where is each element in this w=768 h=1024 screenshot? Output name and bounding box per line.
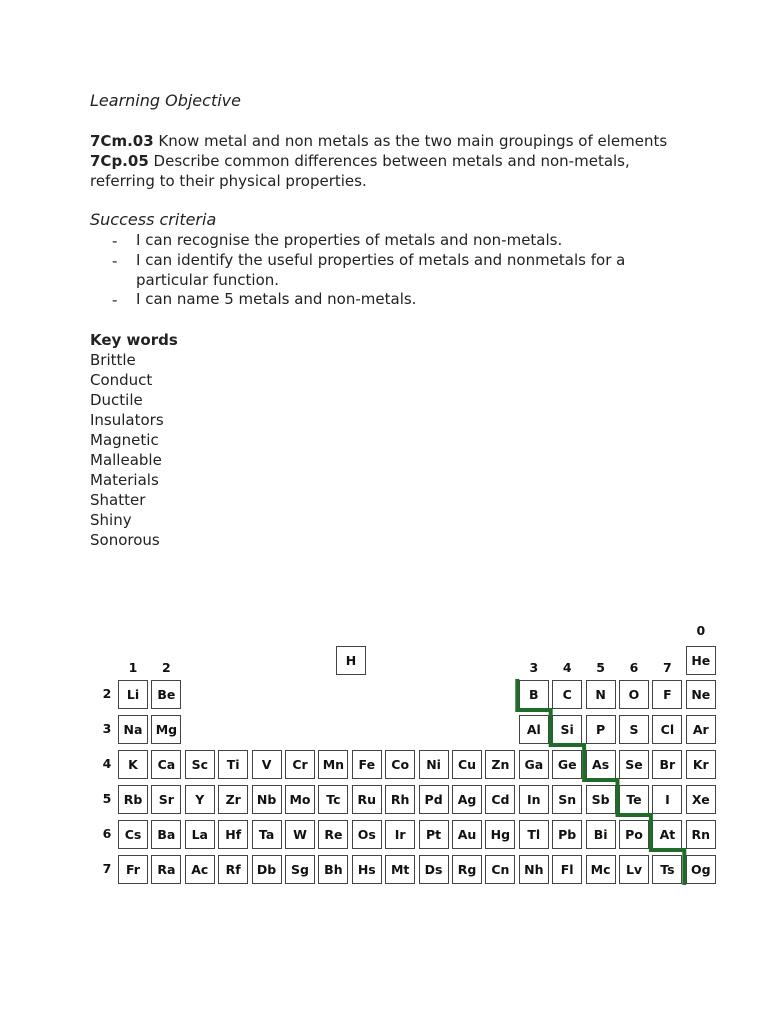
element-w: W — [285, 820, 315, 849]
element-co: Co — [385, 750, 415, 779]
element-pd: Pd — [419, 785, 449, 814]
element-rn: Rn — [686, 820, 716, 849]
criteria-item: I can recognise the properties of metals and non-metals. — [136, 231, 563, 249]
period-label: 2 — [102, 686, 112, 701]
element-s: S — [619, 715, 649, 744]
element-ts: Ts — [652, 855, 682, 884]
element-pt: Pt — [419, 820, 449, 849]
element-h: H — [336, 646, 366, 675]
element-sb: Sb — [586, 785, 616, 814]
keyword-item: Ductile — [90, 391, 143, 409]
element-po: Po — [619, 820, 649, 849]
element-cr: Cr — [285, 750, 315, 779]
element-ba: Ba — [151, 820, 181, 849]
element-sg: Sg — [285, 855, 315, 884]
element-ni: Ni — [419, 750, 449, 779]
element-fl: Fl — [552, 855, 582, 884]
element-al: Al — [519, 715, 549, 744]
staircase-line — [517, 679, 684, 885]
element-re: Re — [318, 820, 348, 849]
element-sc: Sc — [185, 750, 215, 779]
element-k: K — [118, 750, 148, 779]
element-mc: Mc — [586, 855, 616, 884]
element-bh: Bh — [318, 855, 348, 884]
element-ca: Ca — [151, 750, 181, 779]
element-y: Y — [185, 785, 215, 814]
element-mt: Mt — [385, 855, 415, 884]
keyword-item: Conduct — [90, 371, 153, 389]
element-hf: Hf — [218, 820, 248, 849]
criteria-item: I can identify the useful properties of metals and nonmetals for a particular function. — [136, 251, 626, 289]
element-b: B — [519, 680, 549, 709]
element-hg: Hg — [485, 820, 515, 849]
element-cu: Cu — [452, 750, 482, 779]
element-zn: Zn — [485, 750, 515, 779]
element-kr: Kr — [686, 750, 716, 779]
element-ac: Ac — [185, 855, 215, 884]
element-mg: Mg — [151, 715, 181, 744]
element-rb: Rb — [118, 785, 148, 814]
element-o: O — [619, 680, 649, 709]
group-label: 5 — [596, 660, 605, 675]
keyword-item: Insulators — [90, 411, 164, 429]
element-au: Au — [452, 820, 482, 849]
group-label: 7 — [663, 660, 672, 675]
element-ag: Ag — [452, 785, 482, 814]
group-label: 3 — [529, 660, 539, 675]
element-db: Db — [252, 855, 282, 884]
element-tl: Tl — [519, 820, 549, 849]
criteria-item: I can name 5 metals and non-metals. — [136, 290, 417, 308]
bullet-marker: - — [112, 252, 118, 270]
element-la: La — [185, 820, 215, 849]
element-ar: Ar — [686, 715, 716, 744]
element-ta: Ta — [252, 820, 282, 849]
period-label: 6 — [102, 826, 112, 841]
period-label: 3 — [102, 721, 112, 736]
bullet-marker: - — [112, 232, 118, 250]
element-v: V — [252, 750, 282, 779]
keyword-item: Brittle — [90, 351, 136, 369]
group-label: 2 — [162, 660, 171, 675]
bullet-marker: - — [112, 291, 118, 309]
element-bi: Bi — [586, 820, 616, 849]
element-p: P — [586, 715, 616, 744]
element-ir: Ir — [385, 820, 415, 849]
element-f: F — [652, 680, 682, 709]
element-as: As — [586, 750, 616, 779]
element-ti: Ti — [218, 750, 248, 779]
element-c: C — [552, 680, 582, 709]
keyword-item: Shiny — [90, 511, 132, 529]
element-hs: Hs — [352, 855, 382, 884]
element-he: He — [686, 646, 716, 675]
group-label: 6 — [629, 660, 639, 675]
element-pb: Pb — [552, 820, 582, 849]
keyword-item: Materials — [90, 471, 159, 489]
keyword-item: Sonorous — [90, 531, 160, 549]
element-tc: Tc — [318, 785, 348, 814]
element-nh: Nh — [519, 855, 549, 884]
keyword-item: Malleable — [90, 451, 162, 469]
element-na: Na — [118, 715, 148, 744]
element-rg: Rg — [452, 855, 482, 884]
element-ge: Ge — [552, 750, 582, 779]
objective-code: 7Cm.03 — [90, 132, 154, 150]
group-label: 0 — [696, 623, 706, 638]
objective-text: Describe common differences between metals and non-metals, — [148, 152, 630, 170]
group-label: 1 — [128, 660, 138, 675]
element-si: Si — [552, 715, 582, 744]
group-label: 4 — [562, 660, 572, 675]
element-cn: Cn — [485, 855, 515, 884]
element-mo: Mo — [285, 785, 315, 814]
objective-continuation: referring to their physical properties. — [90, 172, 367, 190]
element-at: At — [652, 820, 682, 849]
element-os: Os — [352, 820, 382, 849]
element-sn: Sn — [552, 785, 582, 814]
element-n: N — [586, 680, 616, 709]
element-fr: Fr — [118, 855, 148, 884]
element-i: I — [652, 785, 682, 814]
success-criteria-heading: Success criteria — [90, 210, 217, 229]
key-words-heading: Key words — [90, 331, 178, 349]
element-se: Se — [619, 750, 649, 779]
element-te: Te — [619, 785, 649, 814]
element-zr: Zr — [218, 785, 248, 814]
learning-objective-heading: Learning Objective — [90, 91, 241, 110]
element-rh: Rh — [385, 785, 415, 814]
element-cs: Cs — [118, 820, 148, 849]
element-ga: Ga — [519, 750, 549, 779]
keyword-item: Shatter — [90, 491, 146, 509]
element-ds: Ds — [419, 855, 449, 884]
element-ru: Ru — [352, 785, 382, 814]
objective-code: 7Cp.05 — [90, 152, 149, 170]
objective-text: Know metal and non metals as the two main groupings of elements — [153, 132, 668, 150]
element-in: In — [519, 785, 549, 814]
element-lv: Lv — [619, 855, 649, 884]
keyword-item: Magnetic — [90, 431, 159, 449]
element-ra: Ra — [151, 855, 181, 884]
element-be: Be — [151, 680, 181, 709]
element-fe: Fe — [352, 750, 382, 779]
period-label: 7 — [102, 861, 112, 876]
element-og: Og — [686, 855, 716, 884]
element-br: Br — [652, 750, 682, 779]
element-mn: Mn — [318, 750, 348, 779]
period-label: 5 — [102, 791, 112, 806]
element-sr: Sr — [151, 785, 181, 814]
period-label: 4 — [102, 756, 112, 771]
element-rf: Rf — [218, 855, 248, 884]
element-xe: Xe — [686, 785, 716, 814]
element-nb: Nb — [252, 785, 282, 814]
element-cd: Cd — [485, 785, 515, 814]
element-li: Li — [118, 680, 148, 709]
element-cl: Cl — [652, 715, 682, 744]
element-ne: Ne — [686, 680, 716, 709]
